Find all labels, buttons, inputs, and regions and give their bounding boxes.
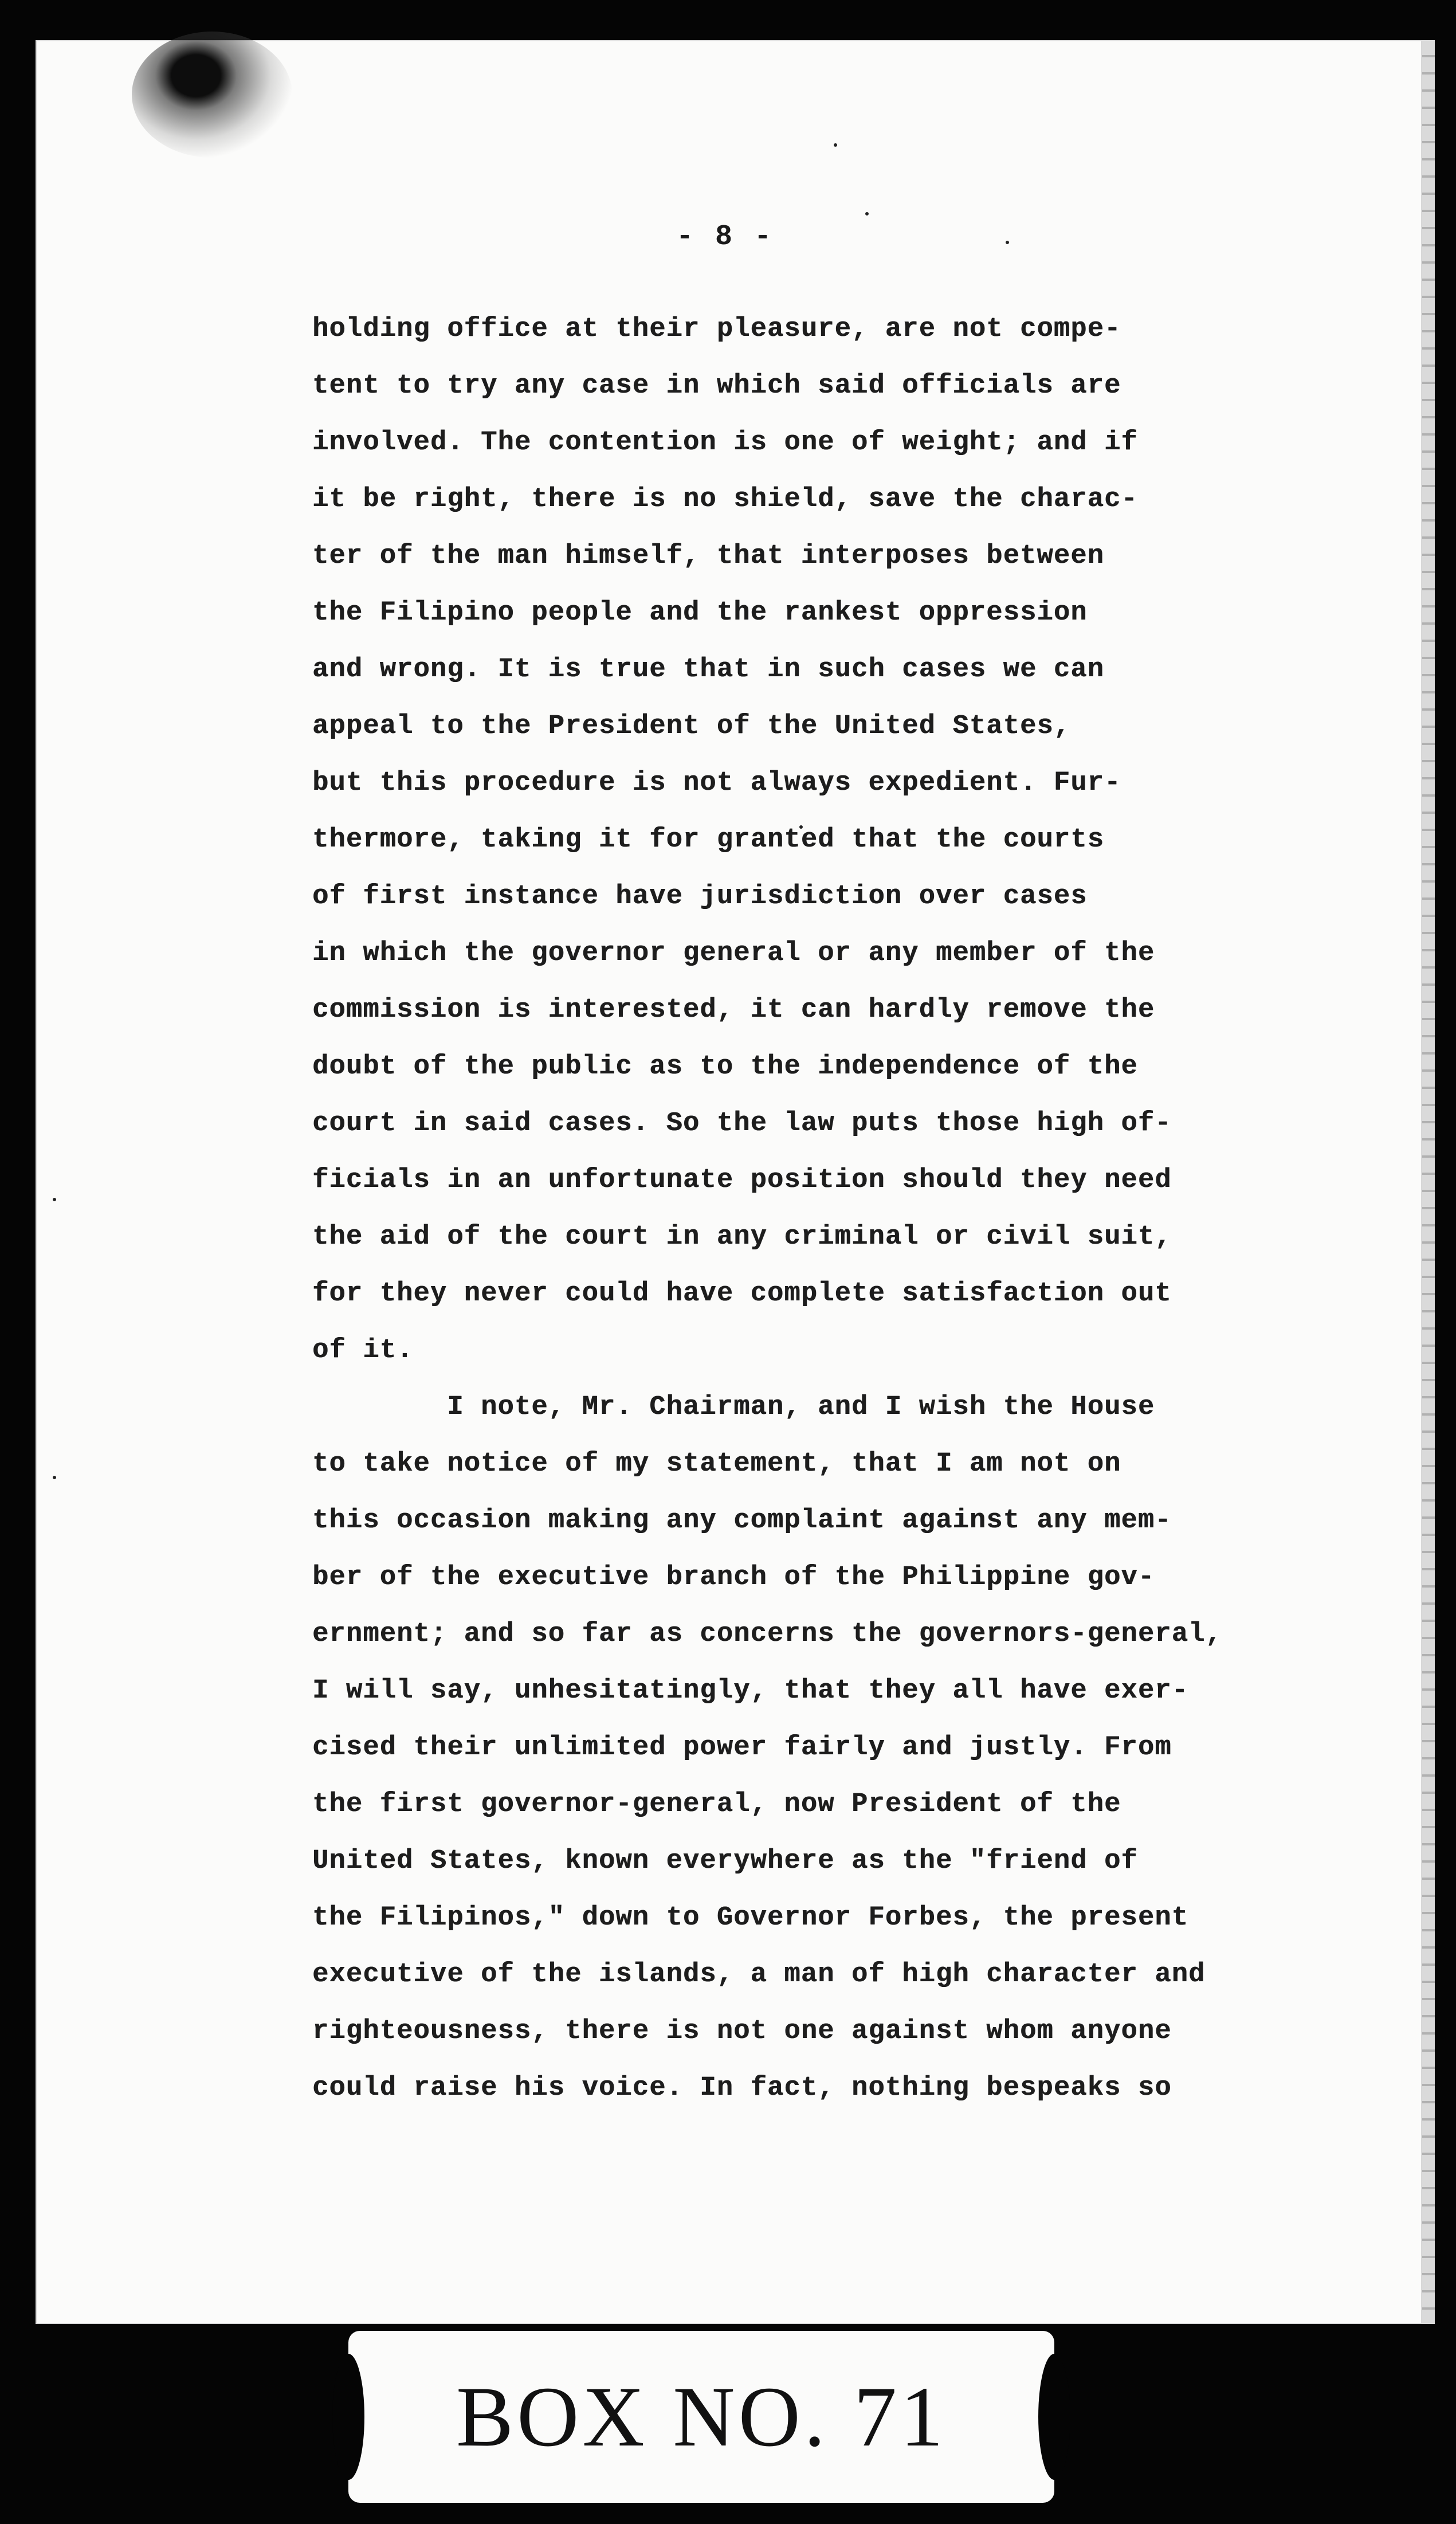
- text-line: doubt of the public as to the independence of the: [312, 1052, 1138, 1082]
- text-line: court in said cases. So the law puts those high of-: [312, 1108, 1172, 1139]
- text-line: of first instance have jurisdiction over cases: [312, 881, 1088, 912]
- text-line: the aid of the court in any criminal or civil suit,: [312, 1222, 1172, 1252]
- text-line: holding office at their pleasure, are not compe-: [312, 314, 1121, 344]
- text-line: I note, Mr. Chairman, and I wish the House: [312, 1392, 1155, 1422]
- text-line: could raise his voice. In fact, nothing bespeaks so: [312, 2073, 1172, 2103]
- typed-body-text: [312, 301, 1315, 2117]
- text-line: in which the governor general or any member of the: [312, 938, 1155, 969]
- box-number-label: BOX NO. 71: [456, 2369, 947, 2464]
- text-line: commission is interested, it can hardly remove the: [312, 995, 1155, 1025]
- text-line: righteousness, there is not one against whom anyone: [312, 2016, 1172, 2047]
- text-line: ter of the man himself, that interposes between: [312, 541, 1105, 571]
- text-line: the first governor-general, now President of the: [312, 1789, 1121, 1820]
- text-line: this occasion making any complaint against any mem-: [312, 1506, 1172, 1536]
- text-line: executive of the islands, a man of high character and: [312, 1959, 1206, 1990]
- text-line: the Filipino people and the rankest oppression: [312, 598, 1088, 628]
- text-line: ficials in an unfortunate position should they need: [312, 1165, 1172, 1196]
- text-line: and wrong. It is true that in such cases we can: [312, 654, 1105, 685]
- text-line: ernment; and so far as concerns the governors-general,: [312, 1619, 1222, 1649]
- ink-smudge: [132, 32, 292, 158]
- text-line: it be right, there is no shield, save the charac-: [312, 484, 1138, 515]
- text-line: United States, known everywhere as the "friend of: [312, 1846, 1138, 1876]
- box-number-tag: [348, 2331, 1054, 2503]
- dust-speck: [834, 143, 837, 147]
- dust-speck: [1006, 241, 1009, 244]
- stacked-page-edges: [1422, 40, 1435, 2324]
- text-line: for they never could have complete satisfaction out: [312, 1279, 1172, 1309]
- text-line: the Filipinos," down to Governor Forbes, the present: [312, 1903, 1189, 1933]
- text-line: involved. The contention is one of weight; and if: [312, 428, 1138, 458]
- text-line: ber of the executive branch of the Philippine gov-: [312, 1562, 1155, 1593]
- text-line: I will say, unhesitatingly, that they all have exer-: [312, 1676, 1189, 1706]
- text-line: but this procedure is not always expedient. Fur-: [312, 768, 1121, 798]
- page-number: - 8 -: [676, 221, 774, 253]
- text-line: to take notice of my statement, that I am not on: [312, 1449, 1121, 1479]
- text-line: thermore, taking it for granted that the courts: [312, 825, 1105, 855]
- dust-speck: [53, 1198, 56, 1201]
- text-line: cised their unlimited power fairly and justly. From: [312, 1733, 1172, 1763]
- text-line: tent to try any case in which said officials are: [312, 371, 1121, 401]
- text-line: of it.: [312, 1335, 414, 1366]
- text-line: appeal to the President of the United States,: [312, 711, 1071, 742]
- dust-speck: [865, 212, 869, 215]
- dust-speck: [53, 1476, 56, 1479]
